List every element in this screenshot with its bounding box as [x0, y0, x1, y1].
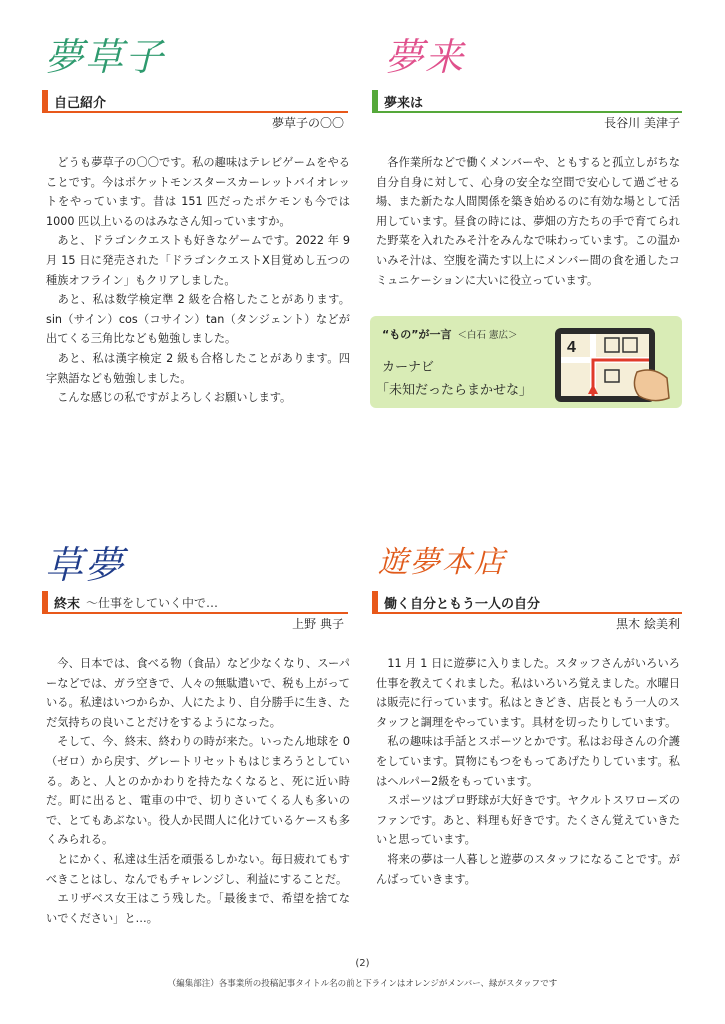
section-2-header — [372, 90, 423, 112]
section-4-paragraph: スポーツはプロ野球が大好きです。ヤクルトスワローズのファンです。あと、料理も好きです。たくさん覚えていきたいと思っています。 — [376, 794, 680, 847]
section-4-paragraph: 私の趣味は手話とスポーツとかです。私はお母さんの介護をしています。買物にもつをもってあげたりしています。私はヘルパー2級をもっています。 — [376, 735, 680, 788]
section-1-brand: 夢草子 — [45, 35, 166, 79]
section-1-paragraph: こんな感じの私ですがよろしくお願いします。 — [46, 391, 292, 405]
section-4-brand: 遊夢本店 — [378, 545, 506, 580]
mono-box-line-2: 「未知だったらまかせな」 — [376, 383, 533, 398]
mono-box-label — [382, 326, 518, 342]
mono-hitokoto-box — [370, 316, 682, 408]
section-2-header-bar — [372, 90, 378, 112]
section-1-underline — [42, 111, 348, 113]
section-1-header — [42, 90, 106, 112]
section-1-paragraph: あと、ドラゴンクエストも好きなゲームです。2022 年 9 月 15 日に発売された「ドラゴンクエストX目覚めし五つの種族オフライン」もクリアしました。 — [46, 234, 350, 287]
section-3-underline — [42, 612, 348, 614]
section-3-paragraph: そして、今、終末、終わりの時が来た。いったん地球を 0（ゼロ）から戻す、グレートリセットもはじまろうとしている。あと、人とのかかわりを持たなくなると、死に近い時だ。町に出ると、電車の中で、切りさいてくる人も多いので、とてもあぶない。役人か民間人に化けているケースも多くみられる。 — [46, 735, 350, 847]
section-4-paragraph: 11 月 1 日に遊夢に入りました。スタッフさんがいろいろ仕事を教えてくれました。私はいろいろ覚えました。水曜日は販売に行っています。私はときどき、店長ともう一人のスタッフと調理をやっています。具材を切ったりしています。 — [376, 657, 680, 729]
section-1-heading: 自己紹介 — [54, 95, 107, 111]
mono-box-label-text: “もの”が一言 — [382, 328, 452, 341]
section-4-header-bar — [372, 591, 378, 613]
section-3-author: 上野 典子 — [292, 617, 344, 631]
section-1-header-bar — [42, 90, 48, 112]
section-2-heading: 夢来は — [384, 95, 424, 111]
section-1-body — [46, 153, 350, 408]
section-4-paragraph: 将来の夢は一人暮しと遊夢のスタッフになることです。がんばっていきます。 — [376, 852, 680, 886]
mono-box-credit: ＜白石 憲広＞ — [457, 330, 518, 341]
section-3-subheading: ～仕事をしていく中で… — [86, 595, 219, 610]
section-1-paragraph: どうも夢草子の〇〇です。私の趣味はテレビゲームをやることです。今はポケットモンスタースカーレットバイオレットをやっています。昔は 151 匹だったポケモンも今では 1000 匹以上いるのはみなさん知っていますか。 — [46, 156, 350, 228]
section-2-body — [376, 153, 680, 290]
mono-box-line-1: カーナビ — [382, 360, 435, 375]
section-1-author: 夢草子の〇〇 — [271, 116, 344, 130]
section-1-paragraph: あと、私は数学検定準 2 級を合格したことがあります。sin（サイン）cos（コサイン）tan（タンジェント）などが出てくる三角比なども勉強しました。 — [46, 293, 350, 346]
section-3-paragraph: エリザベス女王はこう残した。「最後まで、希望を捨てないでください」と…。 — [46, 892, 350, 925]
section-4-author: 黒木 絵美利 — [616, 617, 680, 631]
navi-map-number: 4 — [567, 339, 576, 356]
section-3-paragraph: とにかく、私達は生活を頑張るしかない。毎日疲れてもすべきことはし、なんでもチャレンジし、利益にすることだ。 — [46, 852, 350, 886]
section-2-brand: 夢来 — [385, 35, 466, 79]
section-3-brand: 草夢 — [45, 543, 126, 587]
section-3-paragraph: 今、日本では、食べる物（食品）など少なくなり、スーパーなどでは、ガラ空きで、人々の無駄遣いで、税も上がっている。私達はいつからか、人にたより、自分勝手に生き、ただ気持ちの良いことだけをするようになった。 — [46, 657, 350, 729]
section-2-paragraph: 各作業所などで働くメンバーや、ともすると孤立しがちな自分自身に対して、心身の安全な空間で安心して過ごせる場、また新たな人間関係を築き始めるのに有効な場として活用しています。昼食の時には、夢畑の方たちの手で育てられた野菜を入れたみそ汁をみんなで味わっています。この温かいみそ汁は、空腹を満たす以上にメンバー間の食を通したコミュニケーションに大いに役立っています。 — [376, 156, 680, 287]
section-4-body — [376, 654, 680, 889]
pointing-hand-icon — [634, 370, 669, 401]
section-3-body — [46, 654, 350, 928]
section-3-header — [42, 591, 218, 613]
car-navigation-icon — [553, 326, 673, 406]
section-2-underline — [372, 111, 682, 113]
section-3-header-bar — [42, 591, 48, 613]
section-4-header — [372, 591, 540, 613]
section-4-heading: 働く自分ともう一人の自分 — [384, 596, 541, 612]
section-2-author: 長谷川 美津子 — [604, 116, 680, 130]
section-4-underline — [372, 612, 682, 614]
editorial-footnote: （編集部注）各事業所の投稿記事タイトル名の前と下ラインはオレンジがメンバー、緑がスタッフです — [167, 979, 558, 989]
page-number: (2) — [355, 958, 370, 969]
section-3-heading: 終末 — [54, 596, 81, 612]
section-1-paragraph: あと、私は漢字検定 2 級も合格したことがあります。四字熟語なども勉強しました。 — [46, 351, 350, 385]
